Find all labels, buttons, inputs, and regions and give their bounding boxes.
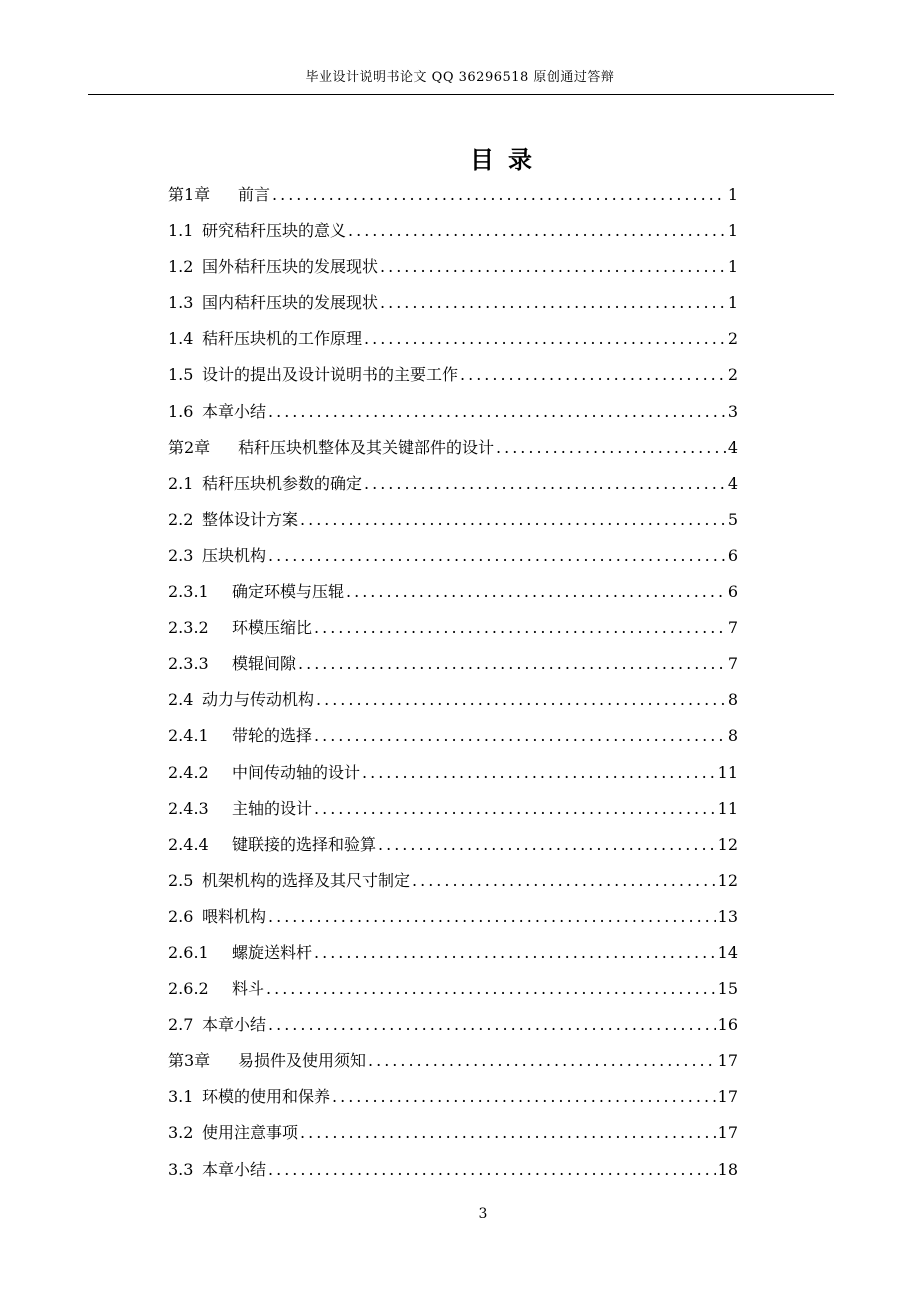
toc-entry-number: 2.1 bbox=[168, 473, 194, 493]
toc-entry-title: 中间传动轴的设计 bbox=[232, 762, 361, 782]
toc-entry-number: 2.4 bbox=[168, 690, 194, 710]
toc-entry-title: 环模的使用和保养 bbox=[202, 1087, 331, 1107]
toc-entry-title: 秸秆压块机整体及其关键部件的设计 bbox=[238, 437, 495, 457]
toc-entry-number: 2.6.1 bbox=[168, 942, 209, 962]
toc-entry-number: 2.4.2 bbox=[168, 762, 209, 782]
toc-dot-leader bbox=[364, 321, 726, 357]
toc-entry[interactable] bbox=[168, 935, 738, 971]
toc-entry-label bbox=[168, 177, 270, 213]
toc-entry-title: 主轴的设计 bbox=[232, 798, 313, 818]
toc-entry[interactable] bbox=[168, 1115, 738, 1151]
toc-entry[interactable] bbox=[168, 430, 738, 466]
toc-dot-leader bbox=[380, 249, 726, 285]
toc-dot-leader bbox=[268, 394, 726, 430]
toc-entry-page: 4 bbox=[727, 473, 738, 493]
toc-entry-title: 秸秆压块机参数的确定 bbox=[202, 473, 363, 493]
toc-entry-label bbox=[168, 791, 312, 827]
toc-entry-page: 8 bbox=[727, 690, 738, 710]
toc-dot-leader bbox=[412, 863, 716, 899]
toc-entry-number: 3.2 bbox=[168, 1123, 194, 1143]
toc-entry-label bbox=[168, 610, 312, 646]
toc-dot-leader bbox=[364, 466, 726, 502]
toc-entry-page: 17 bbox=[717, 1087, 738, 1107]
toc-entry[interactable] bbox=[168, 971, 738, 1007]
toc-entry-label bbox=[168, 574, 344, 610]
toc-entry-title: 本章小结 bbox=[202, 1015, 267, 1035]
toc-entry-page: 7 bbox=[727, 618, 738, 638]
page-header: 毕业设计说明书论文 QQ 36296518 原创通过答辩 bbox=[305, 70, 615, 85]
toc-entry-label bbox=[168, 285, 378, 321]
toc-entry-number: 第3章 bbox=[168, 1051, 211, 1071]
toc-entry-title: 模辊间隙 bbox=[232, 654, 297, 674]
toc-entry[interactable] bbox=[168, 1152, 738, 1188]
toc-entry-page: 1 bbox=[727, 293, 738, 313]
toc-dot-leader bbox=[300, 1115, 716, 1151]
toc-entry-page: 17 bbox=[717, 1123, 738, 1143]
toc-entry-title: 国内秸秆压块的发展现状 bbox=[202, 293, 379, 313]
toc-entry[interactable] bbox=[168, 646, 738, 682]
toc-entry-number: 1.5 bbox=[168, 365, 194, 385]
toc-entry-number: 1.2 bbox=[168, 257, 194, 277]
toc-entry-label bbox=[168, 466, 362, 502]
toc-entry-page: 8 bbox=[727, 726, 738, 746]
toc-dot-leader bbox=[314, 791, 716, 827]
toc-entry-label bbox=[168, 827, 376, 863]
toc-entry[interactable] bbox=[168, 610, 738, 646]
toc-entry-number: 1.4 bbox=[168, 329, 194, 349]
toc-entry[interactable] bbox=[168, 574, 738, 610]
toc-entry-title: 料斗 bbox=[232, 979, 265, 999]
toc-entry-label bbox=[168, 1152, 266, 1188]
toc-entry-number: 2.6.2 bbox=[168, 979, 209, 999]
toc-dot-leader bbox=[314, 935, 716, 971]
toc-entry[interactable] bbox=[168, 213, 738, 249]
toc-entry-title: 喂料机构 bbox=[202, 906, 267, 926]
toc-entry-page: 13 bbox=[717, 906, 738, 926]
toc-entry[interactable] bbox=[168, 682, 738, 718]
toc-entry-number: 3.3 bbox=[168, 1159, 194, 1179]
toc-entry[interactable] bbox=[168, 321, 738, 357]
toc-dot-leader bbox=[314, 610, 726, 646]
toc-entry-label bbox=[168, 646, 296, 682]
toc-entry-number: 2.3.2 bbox=[168, 618, 209, 638]
toc-entry[interactable] bbox=[168, 791, 738, 827]
toc-entry-page: 2 bbox=[727, 365, 738, 385]
toc-entry-label bbox=[168, 1115, 298, 1151]
toc-entry-number: 2.5 bbox=[168, 870, 194, 890]
table-of-contents bbox=[168, 177, 738, 1188]
toc-entry[interactable] bbox=[168, 538, 738, 574]
page-title: 目录 bbox=[470, 145, 546, 174]
toc-entry-title: 易损件及使用须知 bbox=[238, 1051, 367, 1071]
toc-dot-leader bbox=[272, 177, 726, 213]
toc-entry-title: 本章小结 bbox=[202, 1159, 267, 1179]
toc-entry-page: 1 bbox=[727, 257, 738, 277]
toc-entry-title: 压块机构 bbox=[202, 545, 267, 565]
toc-entry-number: 2.3.3 bbox=[168, 654, 209, 674]
toc-entry-label bbox=[168, 899, 266, 935]
toc-dot-leader bbox=[380, 285, 726, 321]
toc-entry-title: 螺旋送料杆 bbox=[232, 942, 313, 962]
toc-entry[interactable] bbox=[168, 827, 738, 863]
toc-dot-leader bbox=[316, 682, 726, 718]
toc-entry-label bbox=[168, 502, 298, 538]
toc-entry-number: 2.4.1 bbox=[168, 726, 209, 746]
toc-entry[interactable] bbox=[168, 249, 738, 285]
toc-entry[interactable] bbox=[168, 177, 738, 213]
toc-entry-page: 6 bbox=[727, 545, 738, 565]
toc-entry-page: 12 bbox=[717, 834, 738, 854]
toc-entry-title: 动力与传动机构 bbox=[202, 690, 315, 710]
toc-dot-leader bbox=[378, 827, 716, 863]
toc-entry-title: 前言 bbox=[238, 185, 271, 204]
toc-entry-page: 15 bbox=[717, 979, 738, 999]
toc-entry-page: 3 bbox=[727, 401, 738, 421]
toc-entry-label bbox=[168, 357, 458, 393]
toc-dot-leader bbox=[266, 971, 716, 1007]
toc-entry-page: 11 bbox=[717, 762, 738, 782]
toc-entry-label bbox=[168, 755, 360, 791]
toc-entry[interactable] bbox=[168, 863, 738, 899]
toc-entry-number: 1.3 bbox=[168, 293, 194, 313]
toc-entry[interactable] bbox=[168, 466, 738, 502]
toc-entry-page: 12 bbox=[717, 870, 738, 890]
toc-entry-label bbox=[168, 249, 378, 285]
toc-entry-label bbox=[168, 718, 312, 754]
toc-entry-number: 2.4.4 bbox=[168, 834, 209, 854]
toc-entry-title: 整体设计方案 bbox=[202, 509, 299, 529]
toc-dot-leader bbox=[362, 755, 716, 791]
toc-entry-label bbox=[168, 538, 266, 574]
toc-dot-leader bbox=[496, 430, 726, 466]
toc-entry-title: 键联接的选择和验算 bbox=[232, 834, 377, 854]
toc-entry-number: 2.2 bbox=[168, 509, 194, 529]
toc-entry-page: 1 bbox=[727, 221, 738, 241]
toc-entry-label bbox=[168, 321, 362, 357]
toc-entry-number: 第2章 bbox=[168, 437, 211, 457]
toc-dot-leader bbox=[332, 1079, 716, 1115]
toc-entry-label bbox=[168, 971, 264, 1007]
toc-entry-page: 4 bbox=[727, 437, 738, 457]
toc-entry-number: 第1章 bbox=[168, 185, 211, 204]
toc-entry-page: 6 bbox=[727, 582, 738, 602]
toc-entry-page: 1 bbox=[727, 185, 738, 204]
toc-entry-label bbox=[168, 935, 312, 971]
toc-dot-leader bbox=[268, 538, 726, 574]
toc-entry-label bbox=[168, 863, 410, 899]
toc-entry-label bbox=[168, 394, 266, 430]
toc-entry-page: 5 bbox=[727, 509, 738, 529]
toc-dot-leader bbox=[268, 1007, 716, 1043]
toc-entry-title: 确定环模与压辊 bbox=[232, 582, 345, 602]
toc-entry-title: 本章小结 bbox=[202, 401, 267, 421]
toc-entry-title: 使用注意事项 bbox=[202, 1123, 299, 1143]
toc-dot-leader bbox=[368, 1043, 716, 1079]
toc-entry-number: 1.1 bbox=[168, 221, 194, 241]
toc-entry[interactable] bbox=[168, 285, 738, 321]
toc-entry-label bbox=[168, 1007, 266, 1043]
toc-entry[interactable] bbox=[168, 394, 738, 430]
toc-entry-number: 3.1 bbox=[168, 1087, 194, 1107]
toc-entry-page: 16 bbox=[717, 1015, 738, 1035]
toc-entry-label bbox=[168, 430, 494, 466]
toc-entry[interactable] bbox=[168, 1007, 738, 1043]
header-divider bbox=[88, 94, 834, 95]
toc-entry-title: 机架机构的选择及其尺寸制定 bbox=[202, 870, 411, 890]
toc-entry-number: 2.4.3 bbox=[168, 798, 209, 818]
toc-entry[interactable] bbox=[168, 357, 738, 393]
toc-entry-number: 2.3.1 bbox=[168, 582, 209, 602]
toc-dot-leader bbox=[314, 718, 726, 754]
toc-dot-leader bbox=[300, 502, 726, 538]
toc-entry-label bbox=[168, 1079, 330, 1115]
toc-entry-title: 环模压缩比 bbox=[232, 618, 313, 638]
toc-entry-number: 2.3 bbox=[168, 545, 194, 565]
toc-entry-page: 7 bbox=[727, 654, 738, 674]
toc-entry[interactable] bbox=[168, 755, 738, 791]
toc-dot-leader bbox=[460, 357, 726, 393]
toc-entry-label bbox=[168, 1043, 366, 1079]
toc-entry-page: 2 bbox=[727, 329, 738, 349]
toc-dot-leader bbox=[346, 574, 726, 610]
toc-entry[interactable] bbox=[168, 1079, 738, 1115]
toc-dot-leader bbox=[268, 899, 716, 935]
toc-entry[interactable] bbox=[168, 718, 738, 754]
toc-dot-leader bbox=[298, 646, 726, 682]
toc-entry-title: 带轮的选择 bbox=[232, 726, 313, 746]
toc-entry[interactable] bbox=[168, 1043, 738, 1079]
toc-dot-leader bbox=[348, 213, 726, 249]
toc-entry-page: 17 bbox=[717, 1051, 738, 1071]
toc-entry-number: 2.7 bbox=[168, 1015, 194, 1035]
toc-entry-label bbox=[168, 682, 314, 718]
toc-entry-number: 1.6 bbox=[168, 401, 194, 421]
toc-entry-number: 2.6 bbox=[168, 906, 194, 926]
toc-entry-page: 18 bbox=[717, 1159, 738, 1179]
toc-entry[interactable] bbox=[168, 502, 738, 538]
toc-dot-leader bbox=[268, 1152, 716, 1188]
page-number: 3 bbox=[478, 1206, 488, 1222]
toc-entry-title: 秸秆压块机的工作原理 bbox=[202, 329, 363, 349]
toc-entry[interactable] bbox=[168, 899, 738, 935]
toc-entry-page: 11 bbox=[717, 798, 738, 818]
toc-entry-label bbox=[168, 213, 346, 249]
toc-entry-title: 国外秸秆压块的发展现状 bbox=[202, 257, 379, 277]
toc-entry-title: 研究秸秆压块的意义 bbox=[202, 221, 347, 241]
toc-entry-page: 14 bbox=[717, 942, 738, 962]
toc-entry-title: 设计的提出及设计说明书的主要工作 bbox=[202, 365, 459, 385]
